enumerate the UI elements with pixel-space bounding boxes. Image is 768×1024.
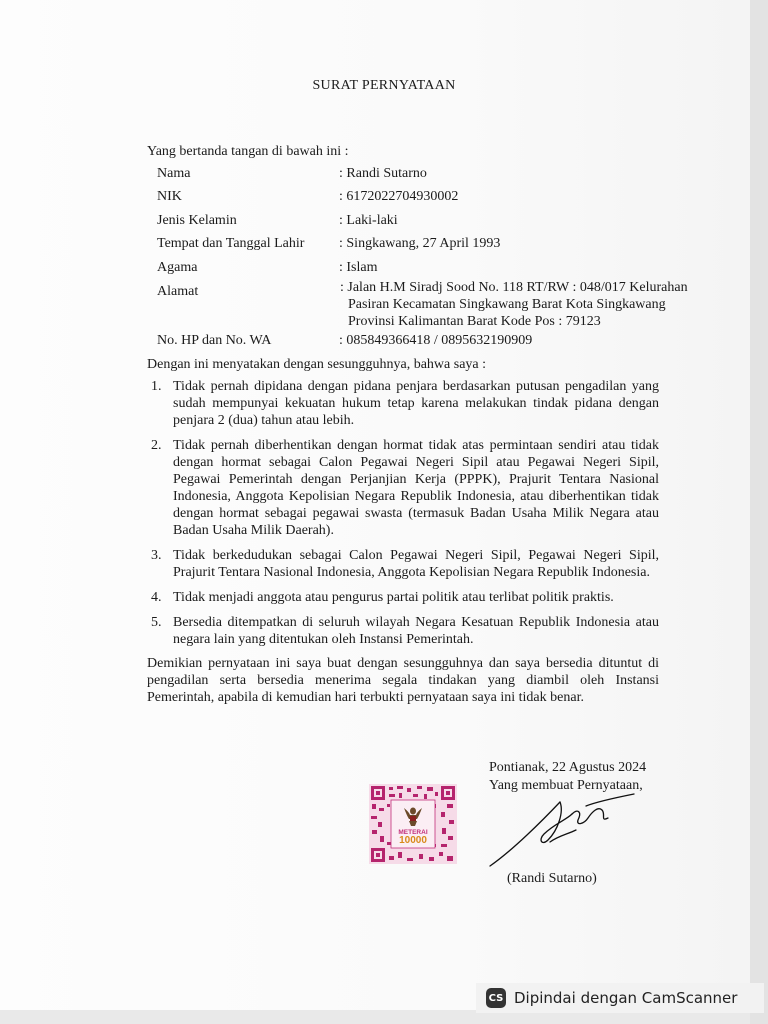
declaration-text: Dengan ini menyatakan dengan sesungguhnya, bahwa saya : (147, 357, 487, 372)
field-label: Tempat dan Tanggal Lahir (157, 236, 305, 251)
item-text: Bersedia ditempatkan di seluruh wilayah Negara Kesatuan Republik Indonesia atau negara lain yang ditentukan oleh Instansi Pemerintah. (173, 615, 659, 647)
field-value: : Randi Sutarno (339, 166, 427, 181)
item-number: 5. (151, 615, 162, 630)
address-line: Provinsi Kalimantan Barat Kode Pos : 79123 (348, 314, 601, 329)
meterai-label: METERAI (398, 829, 428, 836)
field-value: : 6172022704930002 (339, 189, 459, 204)
list-item (147, 437, 659, 539)
meterai-value: 10000 (399, 835, 427, 846)
field-label: No. HP dan No. WA (157, 333, 272, 348)
field-label: NIK (157, 189, 182, 204)
item-text: Tidak pernah diberhentikan dengan hormat tidak atas permintaan sendiri atau tidak dengan hormat sebagai Calon Pegawai Negeri Sipil atau Pegawai Negeri Sipil, Pegawai Pemerintah dengan Perjanjian Kerja (PPPK), Prajurit Tentara Nasional Indonesia, Anggota Kepolisian Negara Republik Indonesia, atau diberhentikan tidak dengan hormat sebagai pegawai swasta (termasuk Badan Usaha Milik Negara atau Badan Usaha Milik Daerah). (173, 438, 659, 538)
address-line: : Jalan H.M Siradj Sood No. 118 RT/RW : 048/017 Kelurahan (340, 280, 688, 295)
item-number: 1. (151, 379, 162, 394)
handwritten-signature (488, 790, 638, 870)
camscanner-watermark (476, 983, 764, 1013)
field-value: : 085849366418 / 0895632190909 (339, 333, 533, 348)
list-item (147, 614, 659, 648)
list-item (147, 547, 659, 581)
item-number: 2. (151, 438, 162, 453)
address-line: Pasiran Kecamatan Singkawang Barat Kota Singkawang (348, 297, 666, 312)
list-item (147, 378, 659, 429)
item-number: 4. (151, 590, 162, 605)
item-number: 3. (151, 548, 162, 563)
list-item (147, 589, 659, 606)
field-value: : Singkawang, 27 April 1993 (339, 236, 501, 251)
address-value (340, 279, 720, 330)
item-text: Tidak berkedudukan sebagai Calon Pegawai Negeri Sipil, Pegawai Negeri Sipil, Prajurit Tentara Nasional Indonesia, Anggota Kepolisian Negara Republik Indonesia. (173, 548, 659, 580)
item-text: Tidak pernah dipidana dengan pidana penjara berdasarkan putusan pengadilan yang sudah mempunyai kekuatan hukum tetap karena melakukan tindak pidana dengan penjara 2 (dua) tahun atau lebih. (173, 379, 659, 428)
intro-text: Yang bertanda tangan di bawah ini : (147, 144, 349, 159)
maker-label: Yang membuat Pernyataan, (489, 778, 643, 793)
signer-name: (Randi Sutarno) (507, 871, 597, 886)
item-text: Tidak menjadi anggota atau pengurus partai politik atau terlibat politik praktis. (173, 590, 614, 605)
statement-list (147, 378, 659, 656)
field-label: Alamat (157, 284, 199, 299)
field-label: Agama (157, 260, 198, 275)
field-label: Nama (157, 166, 191, 181)
closing-paragraph: Demikian pernyataan ini saya buat dengan sesungguhnya dan saya bersedia dituntut di pengadilan serta bersedia menerima segala tindakan yang diambil oleh Instansi Pemerintah, apabila di kemudian hari terbukti pernyataan saya ini tidak benar. (147, 656, 659, 705)
document-title: SURAT PERNYATAAN (312, 78, 456, 93)
field-value: : Islam (339, 260, 378, 275)
page-edge (750, 0, 768, 1024)
camscanner-label: Dipindai dengan CamScanner (514, 989, 738, 1007)
meterai-stamp (369, 784, 457, 864)
place-date: Pontianak, 22 Agustus 2024 (489, 760, 647, 775)
field-value: : Laki-laki (339, 213, 398, 228)
camscanner-logo-icon: CS (486, 988, 506, 1008)
field-label: Jenis Kelamin (157, 213, 237, 228)
